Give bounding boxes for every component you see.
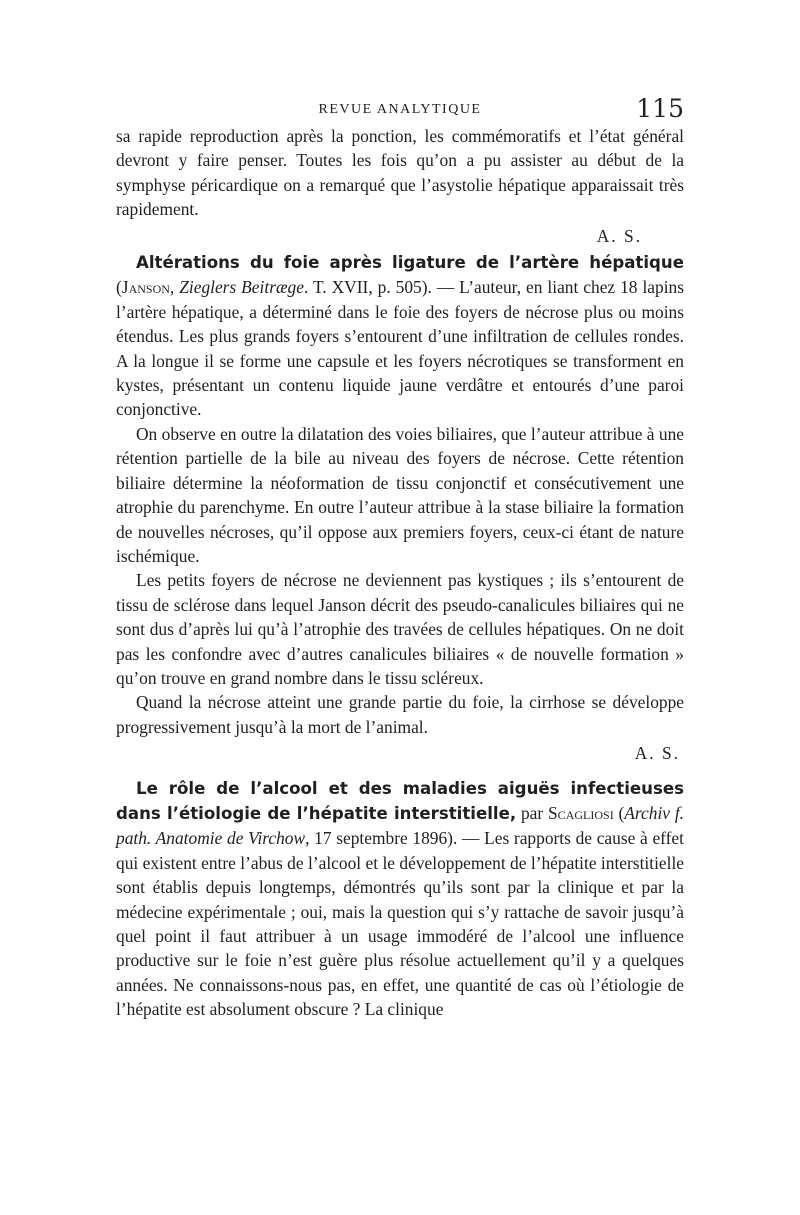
article-2-title: Le rôle de l’alcool et des maladies aiguës infectieuses dans l’étiologie de l’hépatite interstitielle, [116, 778, 684, 823]
article-1-lead [116, 250, 684, 422]
journal-open: ( [613, 802, 625, 823]
article-1-paragraph: Quand la nécrose atteint une grande partie du foie, la cirrhose se développe progressivement jusqu’à la mort de l’animal. [116, 692, 684, 737]
running-title: REVUE ANALYTIQUE [318, 102, 482, 117]
body-text [116, 124, 684, 1022]
continuation-paragraph: sa rapide reproduction après la ponction, les commémoratifs et l’état général devront y faire penser. Toutes les fois qu’on a pu assister au début de la symphyse péricardique on a remarqué que l’asystolie hépatique apparaissait très rapidement. [116, 126, 684, 220]
signature: A. S. [596, 225, 642, 246]
running-head [116, 96, 684, 124]
page-number: 115 [636, 94, 684, 123]
article-2-author: Scagliosi [548, 802, 614, 823]
article-1-text: . T. XVII, p. 505). — L’auteur, en liant chez 18 lapins l’artère hépatique, a déterminé dans le foie des foyers de nécrose plus ou moins étendus. Les plus grands foyers s’entourent d’une infiltration de cellules rondes. A la longue il se forme une capsule et les foyers nécrotiques se transforment en kystes, présentant un contenu liquide jaune verdâtre et entourés d’une paroi conjonctive. [116, 277, 684, 420]
article-2-text: , 17 septembre 1896). — Les rapports de cause à effet qui existent entre l’abus de l’alcool et le développement de l’hépatite interstitielle sont établis depuis longtemps, démontrés qu’ils sont par la clinique et par la médecine expérimentale ; oui, mais la question qui s’y rattache de savoir jusqu’à quel point il faut attribuer à un usage immodéré de l’alcool une influence productive sur le foie n’est guère plus résolue actuellement qu’il y a quelques années. Ne connaissons-nous pas, en effet, une quantité de cas où l’étiologie de l’hépatite est absolument obscure ? La clinique [116, 828, 684, 1020]
citation-open: ( [116, 277, 122, 298]
article-2-lead [116, 776, 684, 1022]
article-1-title: Altérations du foie après ligature de l’artère hépatique [136, 253, 684, 273]
article-2-journal: Archiv f. path. Anatomie de Virchow [116, 802, 684, 849]
signature: A. S. [634, 743, 680, 764]
article-1-author: Janson [121, 277, 170, 298]
citation-sep: , [169, 277, 180, 298]
article-1-paragraph: On observe en outre la dilatation des voies biliaires, que l’auteur attribue à une rétention partielle de la bile au niveau des foyers de nécrose. Cette rétention biliaire détermine la néoformation de tissu conjonctif et consécutivement une atrophie du parenchyme. En outre l’auteur attribue à la stase biliaire la formation de nouvelles nécroses, qu’il oppose aux premiers foyers, ceux-ci étant de nature ischémique. [116, 423, 684, 566]
by-word: par [516, 802, 549, 823]
article-1-journal: Zieglers Beitræge [179, 277, 304, 298]
article-1-paragraph: Les petits foyers de nécrose ne deviennent pas kystiques ; ils s’entourent de tissu de sclérose dans lequel Janson décrit des pseudo-canalicules biliaires qui ne sont dus d’après lui qu’à l’atrophie des travées de cellules hépatiques. On ne doit pas les confondre avec d’autres canalicules biliaires « de nouvelle formation » qu’on trouve en grand nombre dans le tissu scléreux. [116, 570, 684, 688]
